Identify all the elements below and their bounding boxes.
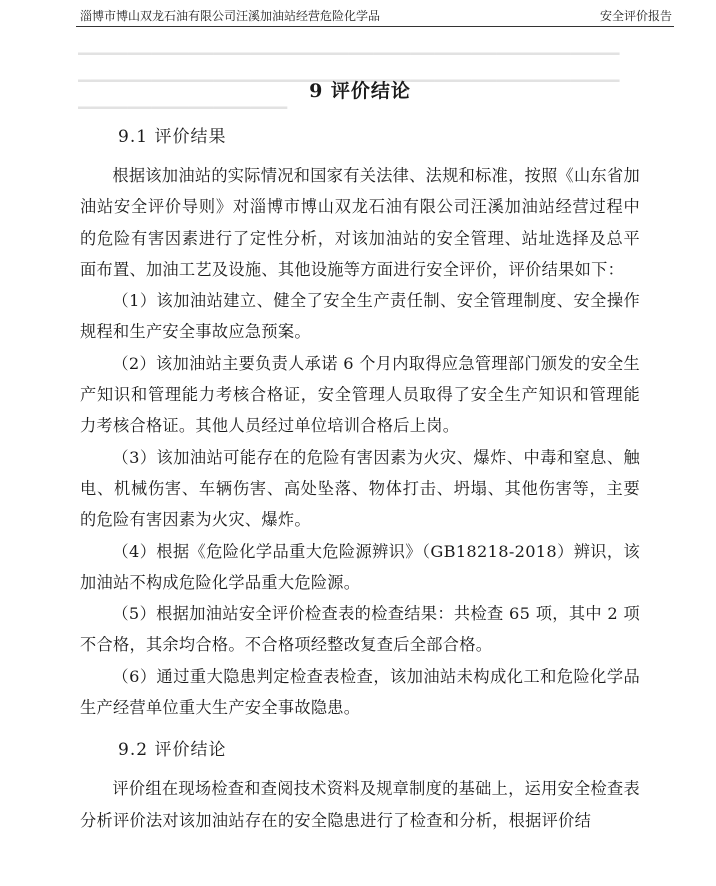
paragraph: （2）该加油站主要负责人承诺 6 个月内取得应急管理部门颁发的安全生产知识和管理能力考核合格证，安全管理人员取得了安全生产知识和管理能力考核合格证。其他人员经过单位培训合格后上岗。 (80, 353, 640, 436)
paragraph: （4）根据《危险化学品重大危险源辨识》（GB18218-2018）辨识，该加油站不构成危险化学品重大危险源。 (80, 541, 640, 592)
section-title-results: 9.1 评价结果 (118, 127, 227, 147)
paragraph: （3）该加油站可能存在的危险有害因素为火灾、爆炸、中毒和窒息、触电、机械伤害、车辆伤害、高处坠落、物体打击、坍塌、其他伤害等，主要的危险有害因素为火灾、爆炸。 (80, 447, 640, 530)
document-body (80, 74, 640, 836)
header-title: 淄博市博山双龙石油有限公司汪溪加油站经营危险化学品 (80, 9, 381, 23)
header-report-type: 安全评价报告 (599, 9, 672, 23)
page-header (76, 6, 674, 27)
section-title-conclusion: 9.2 评价结论 (118, 740, 227, 761)
paragraph: （1）该加油站建立、健全了安全生产责任制、安全管理制度、安全操作规程和生产安全事故应急预案。 (80, 291, 640, 342)
paragraph: （5）根据加油站安全评价检查表的检查结果：共检查 65 项，其中 2 项不合格，其余均合格。不合格项经整改复查后全部合格。 (80, 604, 640, 655)
paragraph: 评价组在现场检查和查阅技术资料及规章制度的基础上，运用安全检查表分析评价法对该加油站存在的安全隐患进行了检查和分析，根据评价结 (80, 779, 640, 830)
bleed-through-text: ▁▁▁▁▁▁▁▁▁▁▁▁▁▁▁▁▁▁▁▁▁▁▁▁▁▁▁▁▁▁▁▁▁▁▁▁▁▁▁▁▁▁▁▁ ▁▁▁▁▁▁▁▁▁▁▁▁▁▁▁▁▁▁▁▁▁▁▁▁▁▁▁▁▁▁▁▁▁▁▁▁▁▁▁▁▁▁▁▁ ▁▁▁▁▁▁▁▁▁▁▁▁▁▁▁▁▁ (78, 36, 620, 109)
paragraph: （6）通过重大隐患判定检查表检查，该加油站未构成化工和危险化学品生产经营单位重大生产安全事故隐患。 (80, 666, 640, 718)
chapter-title: 9 评价结论 (309, 80, 411, 102)
paragraph: 根据该加油站的实际情况和国家有关法律、法规和标准，按照《山东省加油站安全评价导则》对淄博市博山双龙石油有限公司汪溪加油站经营过程中的危险有害因素进行了定性分析，对该加油站的安全管理、站址选择及总平面布置、加油工艺及设施、其他设施等方面进行安全评价，评价结果如下： (80, 166, 640, 279)
